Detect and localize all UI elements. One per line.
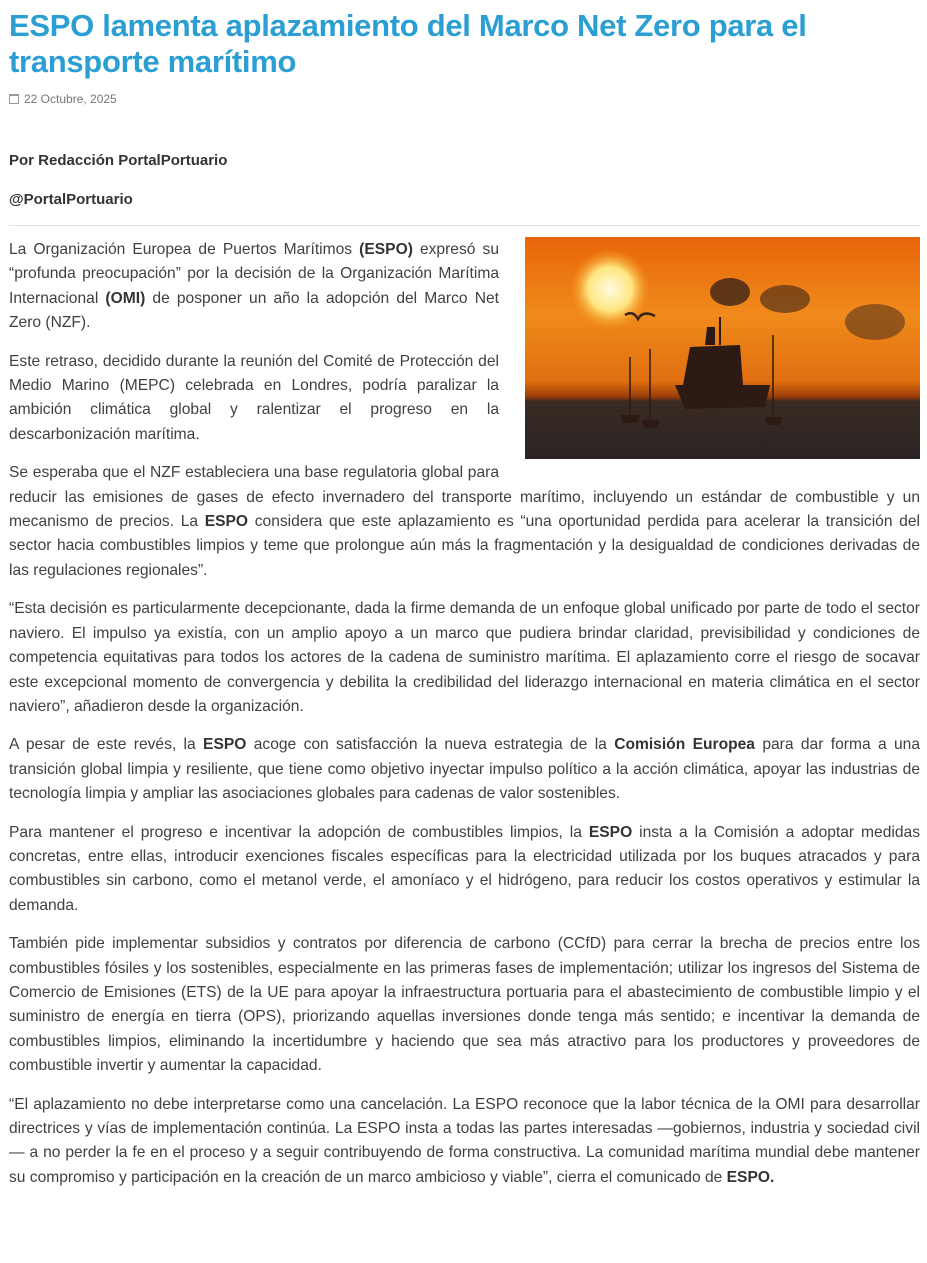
article-paragraph	[9, 1093, 920, 1191]
text-segment: “El aplazamiento no debe interpretarse como una cancelación. La ESPO reconoce que la labor técnica de la OMI para desarrollar directrices y vías de implementación continúa. La ESPO insta a todas las partes interesadas —gobiernos, industria y sociedad civil— a no perder la fe en el proceso y a seguir contribuyendo de forma constructiva. La comunidad marítima mundial debe mantener su compromiso y participación en la creación de un marco ambicioso y viable”, cierra el comunicado de	[9, 1095, 920, 1186]
article-paragraph	[9, 597, 920, 719]
article	[9, 0, 920, 1204]
text-segment: de posponer un año la adopción del Marco Net Zero (NZF).	[9, 289, 499, 332]
text-segment: para dar forma a una transición global limpia y resiliente, que tiene como objetivo inyectar impulso político a la acción climática, apoyar las industrias de tecnología limpia y ampliar las asociaciones globales para cadenas de valor sostenibles.	[9, 736, 920, 803]
bold-text: Comisión Europea	[614, 736, 755, 754]
bold-text: (OMI)	[105, 289, 146, 307]
text-segment: insta a la Comisión a adoptar medidas concretas, entre ellas, introducir exenciones fiscales específicas para la electricidad utilizada por los buques atracados y para combustibles sin carbono, como el metanol verde, el amoníaco y el hidrógeno, para reducir los costos operativos y estimular la demanda.	[9, 823, 920, 914]
text-segment: expresó su “profunda preocupación” por la decisión de la Organización Marítima Internacional	[9, 241, 499, 307]
text-segment: “Esta decisión es particularmente decepcionante, dada la firme demanda de un enfoque global unificado por parte de todo el sector naviero. El impulso ya existía, con un amplio apoyo a un marco que pudiera brindar claridad, previsibilidad y condiciones de competencia equitativas para todos los actores de la cadena de suministro marítima. El aplazamiento corre el riesgo de socavar este excepcional momento de convergencia y debilita la credibilidad del liderazgo internacional en materia climática en el sector naviero”, añadieron desde la organización.	[9, 600, 920, 715]
bold-text: ESPO	[204, 513, 249, 531]
text-segment: Se esperaba que el NZF estableciera una base regulatoria global para reducir las emisiones de gases de efecto invernadero del transporte marítimo, incluyendo un estándar de combustible y un mecanismo de precios. La	[9, 464, 920, 531]
calendar-icon	[9, 94, 19, 104]
text-segment: considera que este aplazamiento es “una oportunidad perdida para acelerar la transición del sector hacia combustibles limpios y teme que prolongue aún más la fragmentación y la desigualdad de condiciones derivadas de las regulaciones regionales”.	[9, 513, 920, 579]
article-paragraph	[9, 821, 920, 919]
date-text: 22 Octubre, 2025	[24, 92, 117, 106]
text-segment: Para mantener el progreso e incentivar la adopción de combustibles limpios, la	[9, 823, 589, 841]
article-title: ESPO lamenta aplazamiento del Marco Net Zero para el transporte marítimo	[9, 8, 807, 79]
ship-sunset-photo	[525, 237, 920, 459]
bold-text: ESPO	[203, 736, 247, 754]
ship-photo-illustration	[525, 237, 920, 459]
article-date	[9, 92, 920, 106]
bold-text: ESPO.	[726, 1168, 775, 1186]
text-segment: A pesar de este revés, la	[9, 736, 204, 754]
twitter-handle[interactable]: @PortalPortuario	[9, 191, 133, 208]
bold-text: (ESPO)	[359, 241, 413, 258]
text-segment: La Organización Europea de Puertos Marítimos	[9, 241, 360, 258]
article-paragraph	[9, 733, 920, 806]
text-segment: acoge con satisfacción la nueva estrategia de la	[246, 736, 615, 754]
divider	[9, 225, 920, 226]
article-paragraph	[9, 461, 920, 583]
bold-text: ESPO	[588, 823, 633, 841]
text-segment: También pide implementar subsidios y contratos por diferencia de carbono (CCfD) para cerrar la brecha de precios entre los combustibles fósiles y los sostenibles, especialmente en las primeras fases de implementación; utilizar los ingresos del Sistema de Comercio de Emisiones (ETS) de la UE para apoyar la infraestructura portuaria para el abastecimiento de combustible limpio y el suministro de energía en tierra (OPS), priorizando aquellas inversiones donde tenga más sentido; e incentivar la demanda de combustibles limpios, eliminando la incertidumbre y haciendo que sea más atractivo para los productores y proveedores de combustible invertir y aumentar la capacidad.	[9, 935, 920, 1075]
article-paragraph	[9, 932, 920, 1078]
byline: Por Redacción PortalPortuario	[9, 152, 228, 169]
text-segment: Este retraso, decidido durante la reunión del Comité de Protección del Medio Marino (MEPC) celebrada en Londres, podría paralizar la ambición climática global y ralentizar el progreso en la descarbonización marítima.	[9, 352, 499, 443]
